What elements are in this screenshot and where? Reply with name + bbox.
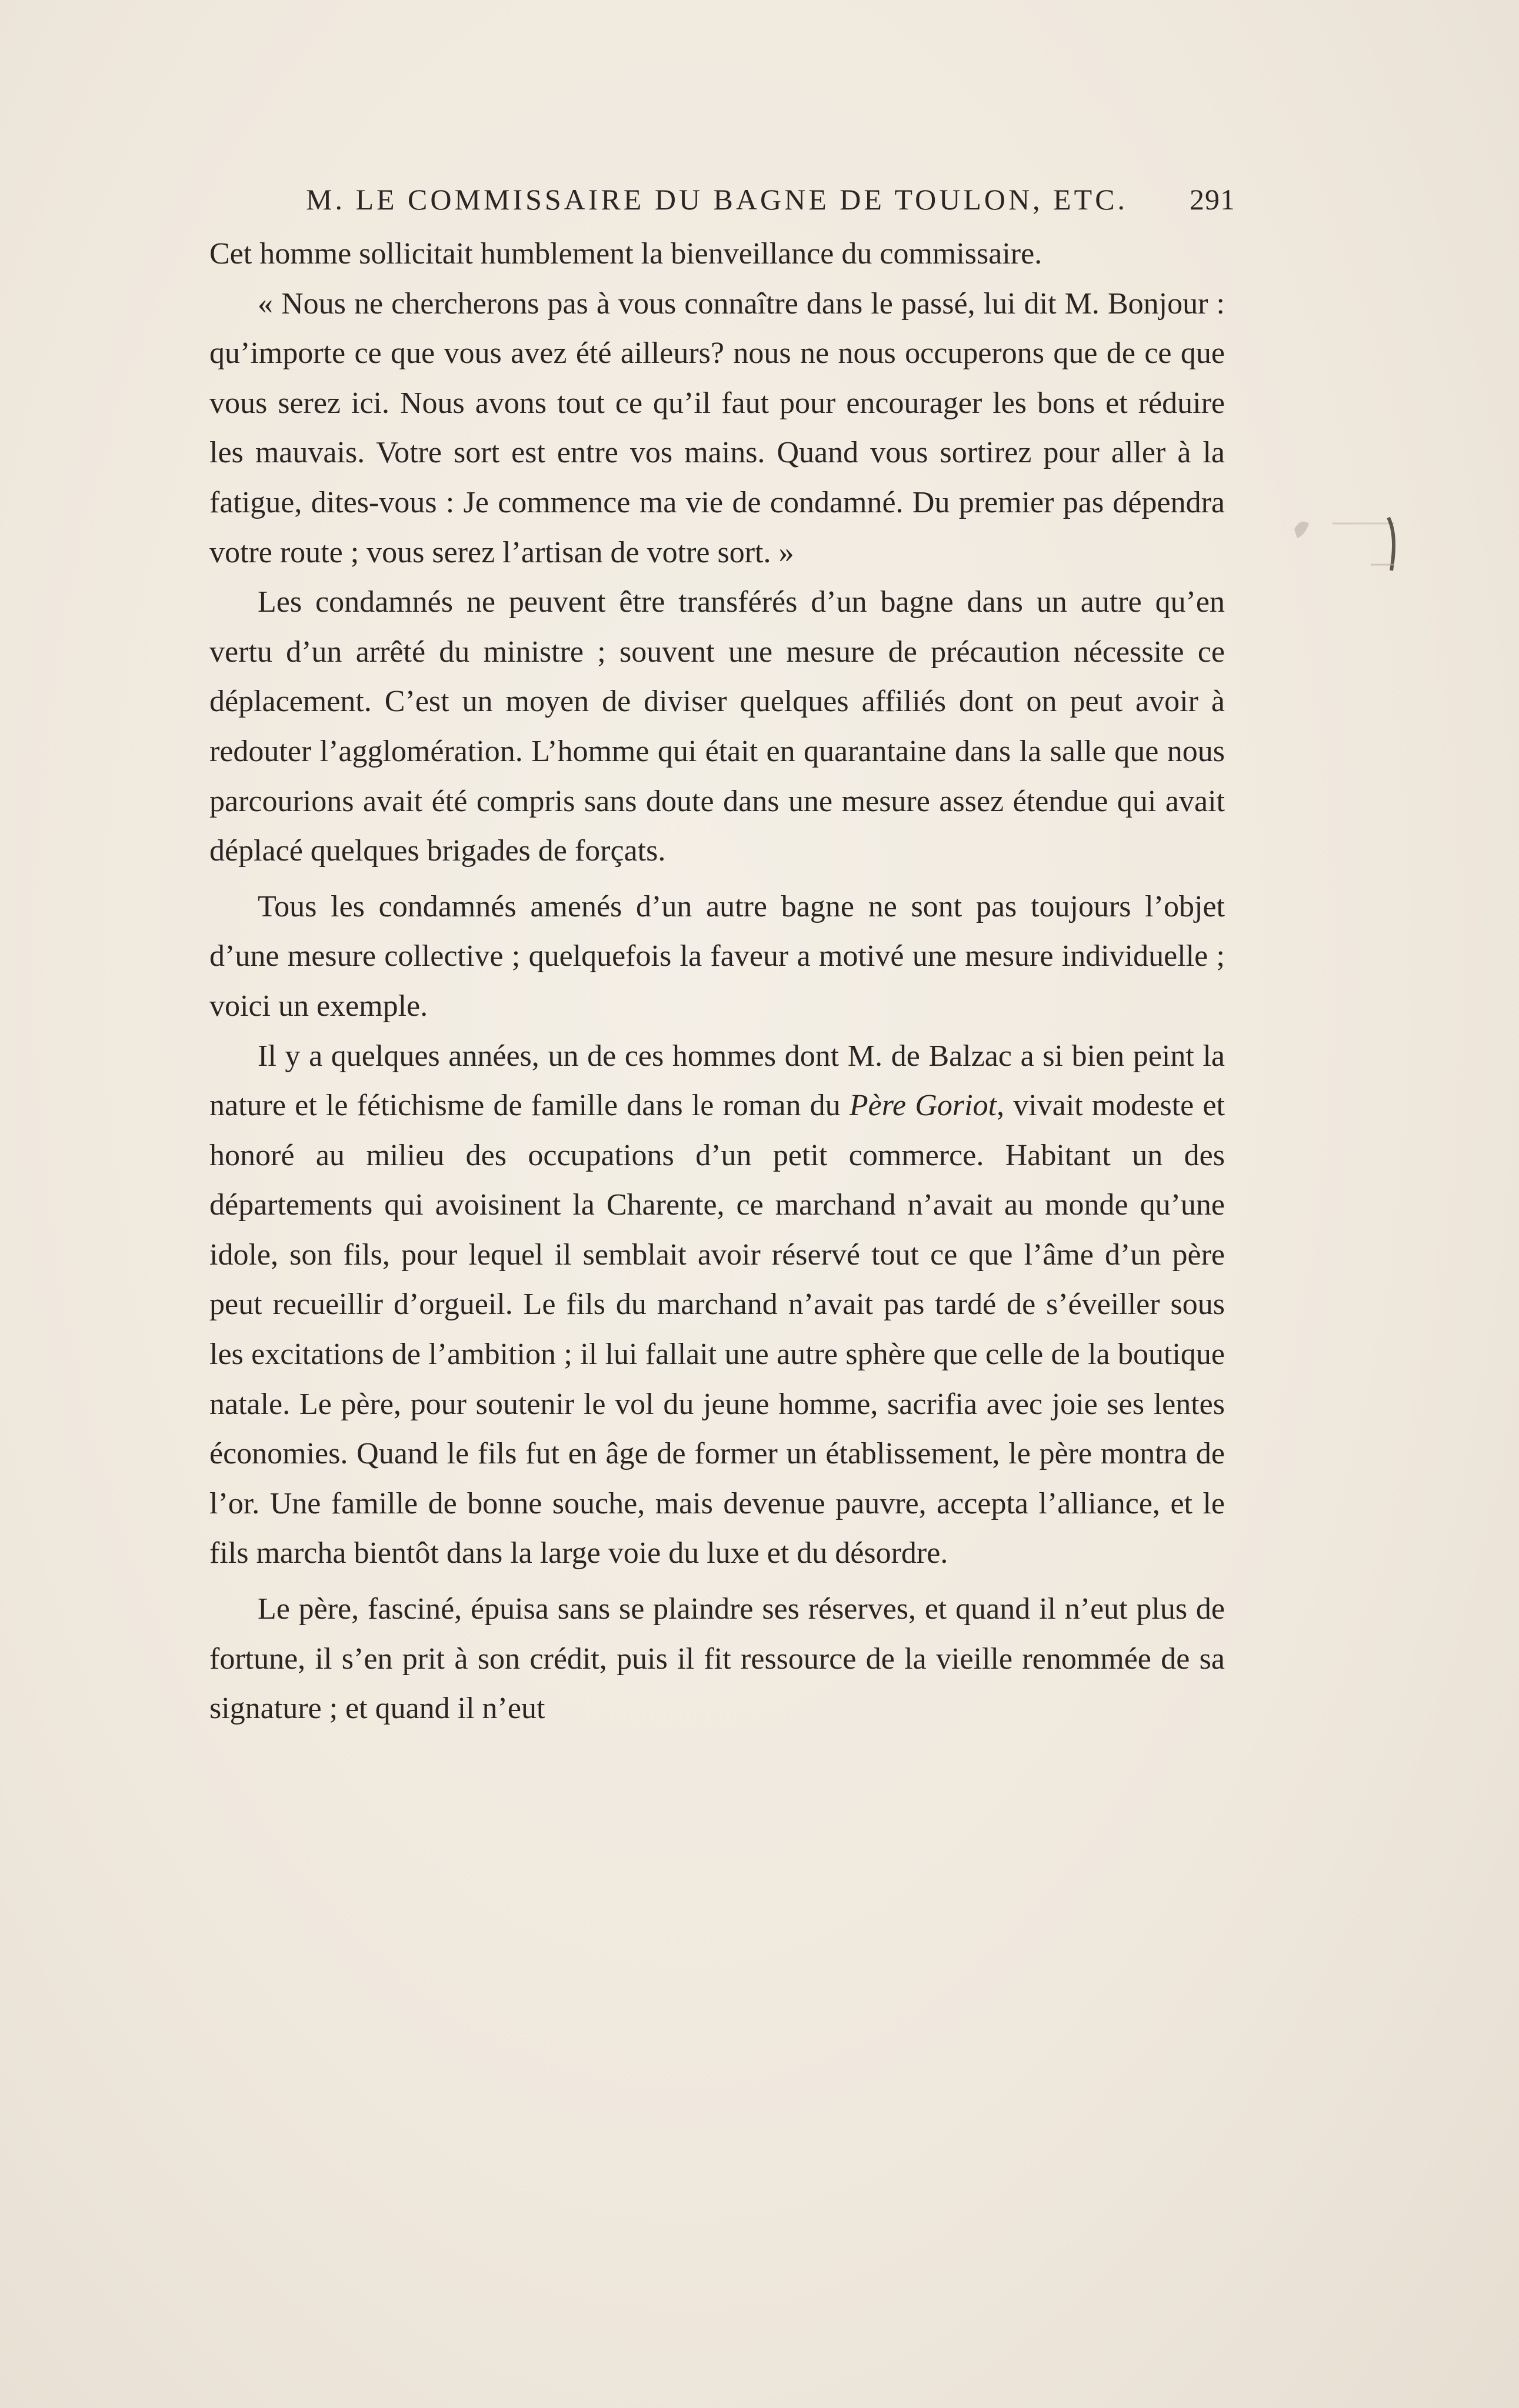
- body-text: [209, 229, 1225, 1734]
- page-number: 291: [1190, 183, 1235, 216]
- running-header: [306, 176, 1235, 224]
- ink-smudge-mark: [1277, 482, 1430, 600]
- paragraph-5: [209, 1032, 1225, 1579]
- paragraph-2: « Nous ne chercherons pas à vous connaître dans le passé, lui dit M. Bonjour : qu’importe ce que vous avez été ailleurs? nous ne nous occuperons que de ce que vous serez ici. Nous avons tout ce qu’il faut pour encourager les bons et réduire les mauvais. Votre sort est entre vos mains. Quand vous sortirez pour aller à la fatigue, dites-vous : Je commence ma vie de condamné. Du premier pas dépendra votre route ; vous serez l’artisan de votre sort. »: [209, 286, 1225, 569]
- paragraph-3: Les condamnés ne peuvent être transférés d’un bagne dans un autre qu’en vertu d’un arrêté du ministre ; souvent une mesure de précaution nécessite ce déplacement. C’est un moyen de diviser quelques affiliés dont on peut avoir à redouter l’agglomération. L’homme qui était en quarantaine dans la salle que nous parcourions avait été compris sans doute dans une mesure assez étendue qui avait déplacé quelques brigades de forçats.: [209, 585, 1225, 868]
- paragraph-6: Le père, fasciné, épuisa sans se plaindre ses réserves, et quand il n’eut plus de fortune, il s’en prit à son crédit, puis il fit ressource de la vieille renommée de sa signature ; et quand il n’eut: [209, 1592, 1225, 1726]
- running-title: M. LE COMMISSAIRE DU BAGNE DE TOULON, ETC.: [306, 183, 1128, 216]
- paragraph-1: Cet homme sollicitait humblement la bienveillance du commissaire.: [209, 237, 1042, 271]
- paragraph-5-start: Il y a quelques années, un de ces hommes dont M. de Balzac a si bien peint la nature et le fétichisme de famille dans le roman du: [209, 1039, 1225, 1123]
- paragraph-4: Tous les condamnés amenés d’un autre bagne ne sont pas toujours l’objet d’une mesure collective ; quelquefois la faveur a motivé une mesure individuelle ; voici un exemple.: [209, 889, 1225, 1023]
- paragraph-5-end: , vivait modeste et honoré au milieu des occupations d’un petit commerce. Habitant un des départements qui avoisinent la Charente, ce marchand n’avait au monde qu’une idole, son fils, pour lequel il semblait avoir réservé tout ce que l’âme d’un père peut recueillir d’orgueil. Le fils du marchand n’avait pas tardé de s’éveiller sous les excitations de l’ambition ; il lui fallait une autre sphère que celle de la boutique natale. Le père, pour soutenir le vol du jeune homme, sacrifia avec joie ses lentes économies. Quand le fils fut en âge de former un établissement, le père montra de l’or. Une famille de bonne souche, mais devenue pauvre, accepta l’alliance, et le fils marcha bientôt dans la large voie du luxe et du désordre.: [209, 1089, 1225, 1570]
- book-title-italic: Père Goriot: [849, 1089, 997, 1123]
